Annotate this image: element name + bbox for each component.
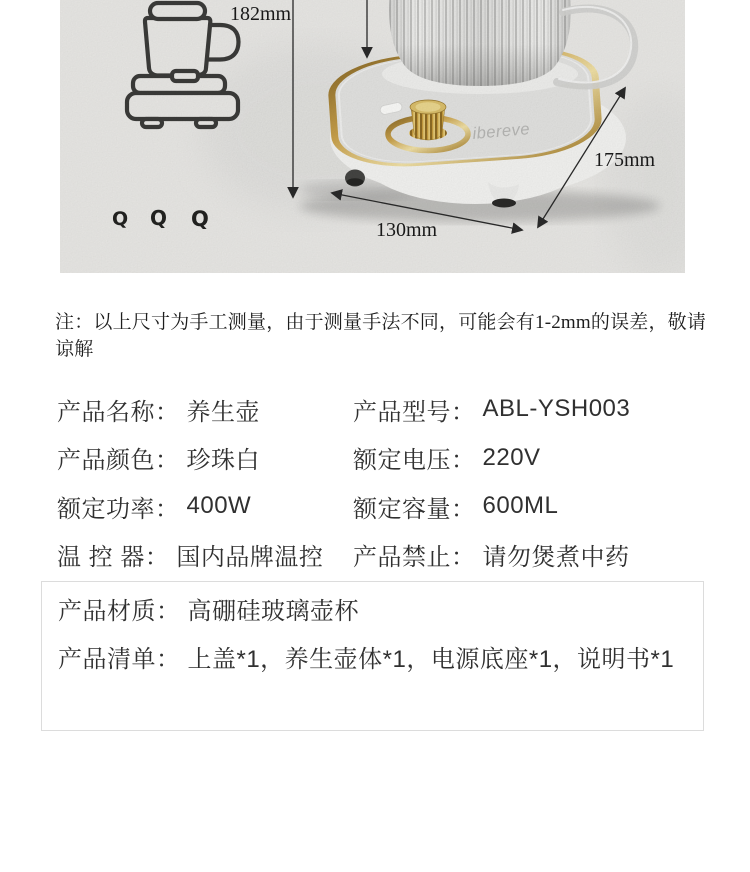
spec-row-thermostat: [57, 531, 323, 580]
spec-label: 产品颜色：: [57, 447, 180, 475]
spec-label: 额定电压：: [353, 447, 476, 475]
spec-label: 产品型号：: [353, 398, 476, 426]
spec-row-product-color: [57, 434, 323, 483]
spec-row-prohibition: [353, 531, 630, 580]
spec-column-left: [57, 385, 323, 579]
q-bubble: Q: [150, 206, 168, 230]
spec-label: 额定功率：: [57, 495, 180, 523]
spec-value: 220V: [482, 443, 541, 471]
spec-label: 产品材质：: [58, 597, 181, 625]
spec-row-rated-power: [57, 482, 323, 531]
q-bubble: Q: [191, 207, 209, 231]
spec-row-material: [58, 584, 703, 633]
measurement-note: 注：以上尺寸为手工测量，由于测量手法不同，可能会有1-2mm的误差，敬请谅解: [55, 312, 707, 360]
spec-value: 上盖*1，养生壶体*1，电源底座*1，说明书*1: [187, 646, 675, 674]
spec-row-product-name: [57, 385, 323, 434]
spec-label: 产品禁止：: [353, 544, 476, 572]
product-hero-image: [60, 0, 685, 273]
spec-value: 高硼硅玻璃壶杯: [187, 597, 359, 625]
spec-value: 400W: [186, 492, 252, 520]
spec-value: 600ML: [482, 492, 559, 520]
spec-column-right: [353, 385, 630, 579]
height-dimension-label: 182mm: [230, 3, 292, 25]
details-box: [41, 581, 704, 731]
hero-illustration: [60, 0, 685, 273]
q-bubble: Q: [112, 208, 129, 230]
spec-label: 产品清单：: [58, 646, 181, 674]
spec-row-rated-voltage: [353, 434, 630, 483]
texture-overlay: [60, 0, 685, 273]
width-dimension-label: 130mm: [376, 219, 438, 241]
spec-value: 珍珠白: [186, 447, 260, 475]
spec-label: 温 控 器：: [57, 544, 170, 572]
spec-row-rated-capacity: [353, 482, 630, 531]
spec-value: ABL-YSH003: [482, 395, 631, 423]
spec-label: 额定容量：: [353, 495, 476, 523]
spec-value: 国内品牌温控: [176, 544, 324, 572]
spec-value: 请勿煲煮中药: [482, 544, 630, 572]
spec-row-package-list: [58, 633, 703, 682]
spec-value: 养生壶: [186, 398, 260, 426]
spec-label: 产品名称：: [57, 398, 180, 426]
spec-row-model: [353, 385, 630, 434]
brand-logo-text: ibereve: [471, 120, 531, 143]
depth-dimension-label: 175mm: [594, 149, 656, 171]
